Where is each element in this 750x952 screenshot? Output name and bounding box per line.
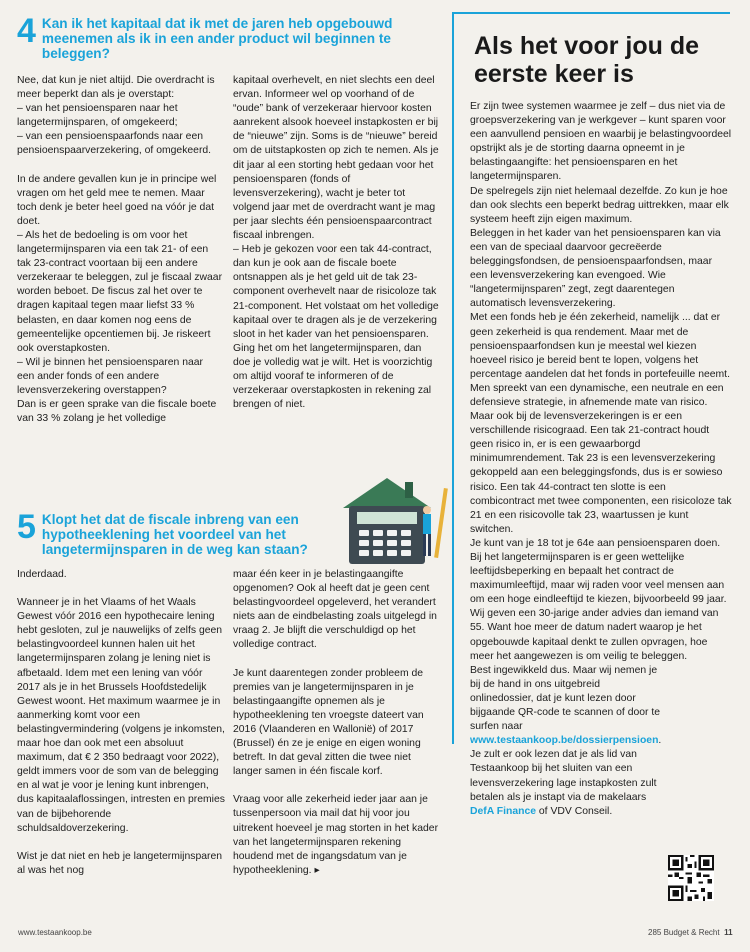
paragraph: – van het pensioensparen naar het langetermijnsparen, of omgekeerd; <box>17 103 178 129</box>
paragraph: Wij geven een 30-jarige ander advies dan iemand van 55. Want hoe meer de datum nadert waarop je het opgebouwde kapitaal denkt te zullen opvragen, hoe meer het aangewezen is om veilig te beleggen. <box>470 608 719 662</box>
question-5-heading <box>17 510 447 557</box>
qr-code[interactable] <box>668 855 714 901</box>
paragraph: Met een fonds heb je één zekerheid, namelijk ... dat er geen zekerheid is qua rendement. Maar met de pensioenspaarfondsen kun je meestal wel kiezen hoeveel risico je bereid bent te lopen, volgens het percentage aandelen dat het fonds in portefeuille neemt. Men spreekt van een dynamische, een neutrale en een defensieve strategie, in afnemende mate van risico. <box>470 312 730 408</box>
paragraph: – van een pensioenspaarfonds naar een pensioenspaarverzekering, of omgekeerd. <box>17 131 212 157</box>
paragraph: kapitaal overhevelt, en niet slechts een deel ervan. Informeer wel op voorhand of de “oude” bank of verzekeraar hiervoor kosten aanrekent alsook hoeveel instapkosten er bij de “nieuwe” zijn. Soms is de “nieuwe” bereid om de uitstapkosten op zich te nemen. Als je dit jaar al een storting hebt gedaan voor het pensioensparen (fonds of levensverzekering), wacht je beter tot volgend jaar met de overdracht want je mag per jaar slechts één pensioenspaarcontract fiscaal inbrengen. <box>233 75 439 242</box>
q5-column-2 <box>233 568 439 878</box>
paragraph: – Wil je binnen het pensioensparen naar een ander fonds of een andere levensverzekering overstappen? <box>17 356 204 396</box>
dossier-link[interactable]: www.testaankoop.be/dossierpensioen <box>470 735 659 747</box>
paragraph: – Als het de bedoeling is om voor het langetermijnsparen via een tak 21- of een tak 23-contract voortaan bij een andere verzekeraar te beleggen, zul je fiscaal zwaar worden beboet. De fiscus zal het over te dragen kapitaal tegen maar liefst 33 % belasten, en daar komen nog eens de gemeentelijke opcentiemen bij. Je riskeert ook overstapkosten. <box>17 229 223 354</box>
q4-column-2 <box>233 74 439 412</box>
footer-website: www.testaankoop.be <box>18 928 92 937</box>
sidebar-title: Als het voor jou de eerste keer is <box>474 32 700 88</box>
paragraph: Vraag voor alle zekerheid ieder jaar aan je tussenpersoon via mail dat hij voor jou uitrekent hoeveel je mag storten in het kader van het langetermijnsparen rekening houdend met de ingangsdatum van je hypotheeklening. ▸ <box>233 794 439 876</box>
paragraph: Wanneer je in het Vlaams of het Waals Gewest vóór 2016 een hypothecaire lening hebt gesloten, zul je nauwelijks of zelfs geen belastingvoordeel kunnen halen uit het langetermijnsparen zolang je lening niet is afbetaald. Idem met een lening van vóór 2017 als je in het Brussels Hoofdstedelijk Gewest woont. Het maximum waarmee je in aanmerking komt voor een belastingvermindering (volgens je inkomsten, maar hoe dan ook met een absoluut maximum, dat € 2 350 bedraagt voor 2022), geldt immers voor de som van de belegging en al wat je voor je lening kunt inbrengen, dus kapitaalaflossingen, intresten en premies van de bijbehorende schuldsaldoverzekering. <box>17 597 225 834</box>
question-title: Klopt het dat de fiscale inbreng van een hypotheeklening het voordeel van het langetermijnsparen in de weg kan staan? <box>41 512 308 557</box>
paragraph: Inderdaad. <box>17 569 67 580</box>
footer-publication: 285 Budget & Recht 11 <box>648 928 733 937</box>
brand-defa-finance: DefA Finance <box>470 805 537 817</box>
paragraph: Nee, dat kun je niet altijd. Die overdracht is meer beperkt dan als je overstapt: <box>17 75 215 101</box>
paragraph: maar één keer in je belastingaangifte opgenomen? Ook al heeft dat je geen cent belastingvoordeel opgeleverd, het verandert niets aan de eindbelasting zoals uitgelegd in vraag 2. Je blijft die verschuldigd op het volledige contract. <box>233 569 437 651</box>
paragraph: Dan is er geen sprake van die fiscale boete van 33 % zolang je het volledige <box>17 399 217 425</box>
paragraph: In de andere gevallen kun je in principe wel vragen om het geld mee te nemen. Maar toch denk je beter heel goed na vóór je dat doet. <box>17 173 217 227</box>
paragraph: Maar ook bij de levensverzekeringen is er een verschillende risicograad. Een tak 21-contract houdt geen risico in, er is een gewaarborgd minimumrendement. Tak 23 is een levensverzekering gekoppeld aan een beleggingsfonds, dus is er sowieso risico. Een tak 44-contract ten slotte is een combicontract met twee componenten, een risicoloze tak 21 en een risicovolle tak 23, waartussen je kunt switchen. <box>470 411 732 535</box>
paragraph: Er zijn twee systemen waarmee je zelf – dus niet via de groepsverzekering van je werkgever – kunt sparen voor een aanvullend pensioen en waarbij je belastingvoordeel opstrijkt als je de storting daarna opneemt in je belastingaangifte: het pensioensparen en het langetermijnsparen. <box>470 101 732 183</box>
page-number: 11 <box>724 928 733 937</box>
paragraph: Je kunt van je 18 tot je 64e aan pensioensparen doen. Bij het langetermijnsparen is er geen wettelijke leeftijdsbeperking en bepaalt het contract de maximumleeftijd, maar wij raden voor veel mensen aan om een hoge eindleeftijd te kiezen, bijvoorbeeld 99 jaar. <box>470 537 727 606</box>
question-4-heading <box>17 14 437 61</box>
paragraph: – Heb je gekozen voor een tak 44-contract, dan kun je ook aan de fiscale boete ontsnappen als je het geld uit de tak 23-component overhevelt naar de risicoloze tak 21-component. Het volstaat om het volledige kapitaal over te dragen als je de verzekering sloot in het kader van het pensioensparen. Ging het om het langetermijnsparen, dan doe je volledig wat je wilt. Het is voorzichtig om altijd vooraf te informeren of de verzekeraar overstapkosten in rekening zal brengen of niet. <box>233 244 439 411</box>
sidebar-text <box>470 100 732 819</box>
question-number: 5 <box>17 508 36 546</box>
paragraph: De spelregels zijn niet helemaal dezelfde. Zo kun je hoe dan ook slechts een beperkt bedrag uittrekken, maar elk systeem heeft zijn eigen maximum. <box>470 185 729 225</box>
paragraph: Beleggen in het kader van het pensioensparen kan via een van de speciaal daarvoor gecreëerde beleggingsfondsen, de pensioenspaarfondsen, maar een levensverzekering kan evengoed. Wie “langetermijnsparen” zegt, zegt daarentegen automatisch levensverzekering. <box>470 227 721 310</box>
paragraph: Wist je dat niet en heb je langetermijnsparen al was het nog <box>17 850 223 876</box>
question-number: 4 <box>17 12 36 50</box>
q5-column-1 <box>17 568 225 878</box>
paragraph: Je kunt daarentegen zonder probleem de premies van je langetermijnsparen in je belastingaangifte opnemen als je hypotheeklening ten vroegste dateert van 2016 (Vlaanderen en Wallonië) of 2017 (Brussel) én ze je enige en eigen woning betreft. In dat geval zitten die twee niet langer samen in één fiscale korf. <box>233 667 424 778</box>
question-title: Kan ik het kapitaal dat ik met de jaren heb opgebouwd meenemen als ik in een ander product wil beginnen te beleggen? <box>41 16 393 61</box>
q4-column-1 <box>17 74 223 426</box>
closing-paragraph: Best ingewikkeld dus. Maar wij nemen je bij de hand in ons uitgebreid onlinedossier, dat je kunt lezen door bijgaande QR-code te scannen of door te surfen naar www.testaankoop.be/dossierpensioen. Je zult er ook lezen dat je als lid van Testaankoop bij het sluiten van een levensverzekering lage instapkosten zult betalen als je instapt via de makelaars DefA Finance of VDV Conseil. <box>470 664 662 817</box>
